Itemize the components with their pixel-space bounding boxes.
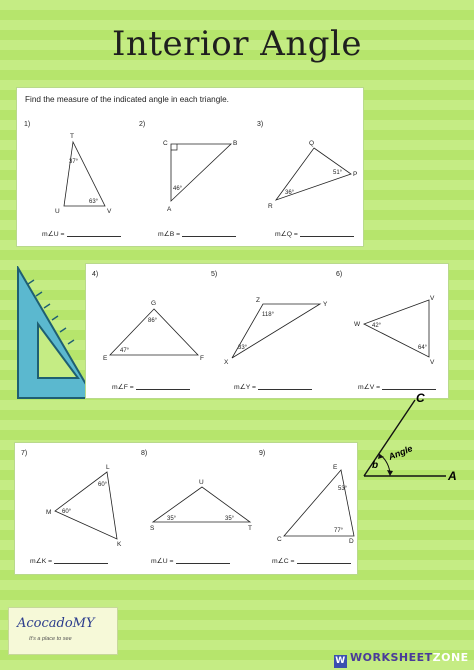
angle-illustration xyxy=(360,388,470,488)
angle-label: 86° xyxy=(148,318,158,324)
triangle-6 xyxy=(86,264,448,398)
vertex-label: V xyxy=(430,295,435,302)
vertex-label: V xyxy=(107,208,112,215)
problem-number: 3) xyxy=(257,121,264,128)
problem-number: 7) xyxy=(21,450,28,457)
vertex-label: A xyxy=(167,206,172,213)
angle-label: 46° xyxy=(173,186,183,192)
angle-label: 60° xyxy=(98,482,108,488)
vertex-label: D xyxy=(349,538,354,545)
triangle-9 xyxy=(15,443,357,574)
angle-label: 35° xyxy=(167,516,177,522)
angle-label: 64° xyxy=(418,345,428,351)
problem-number: 4) xyxy=(92,271,99,278)
vertex-label: K xyxy=(117,541,122,548)
worksheetzone-icon: W xyxy=(335,656,346,666)
vertex-label: S xyxy=(150,525,155,532)
triangle-3 xyxy=(17,88,363,246)
worksheet-panel-2 xyxy=(86,264,448,398)
vertex-label: U xyxy=(199,479,204,486)
instructions: Find the measure of the indicated angle in each triangle. xyxy=(25,95,229,104)
answer-field[interactable]: m∠Y = xyxy=(234,383,312,391)
vertex-label: Q xyxy=(309,140,315,147)
worksheet-panel-3 xyxy=(15,443,357,574)
angle-label: 35° xyxy=(225,516,235,522)
answer-field[interactable]: m∠U = xyxy=(151,557,230,565)
problem-number: 5) xyxy=(211,271,218,278)
vertex-label: V xyxy=(430,359,435,366)
vertex-label: U xyxy=(55,208,60,215)
vertex-label: W xyxy=(354,321,361,328)
angle-label: 47° xyxy=(120,348,130,354)
worksheetzone-brand: W WORKSHEETZONE xyxy=(335,651,469,666)
brand-logo xyxy=(8,607,118,655)
worksheet-panel-1 xyxy=(17,88,363,246)
vertex-label: G xyxy=(151,300,157,307)
angle-label: 60° xyxy=(62,509,72,515)
angle-label: 33° xyxy=(238,345,248,351)
angle-label: 118° xyxy=(262,312,274,318)
vertex-label: T xyxy=(70,133,74,140)
vertex-label: Z xyxy=(256,297,260,304)
vertex-label: E xyxy=(103,355,108,362)
angle-variable: b xyxy=(372,460,379,471)
vertex-label: R xyxy=(268,203,273,210)
problem-number: 9) xyxy=(259,450,266,457)
angle-label: 53° xyxy=(338,486,348,492)
answer-field[interactable]: m∠K = xyxy=(30,557,108,565)
logo-name: AcocadoMY xyxy=(17,616,95,631)
vertex-label: F xyxy=(200,355,204,362)
problem-number: 6) xyxy=(336,271,343,278)
answer-field[interactable]: m∠C = xyxy=(272,557,351,565)
vertex-label: E xyxy=(333,464,338,471)
vertex-label: P xyxy=(353,171,358,178)
page-title: Interior Angle xyxy=(112,24,362,64)
angle-label: 42° xyxy=(372,323,382,329)
problem-number: 1) xyxy=(24,121,31,128)
problem-number: 2) xyxy=(139,121,146,128)
angle-label: 51° xyxy=(333,170,343,176)
vertex-label: Y xyxy=(323,301,328,308)
problem-number: 8) xyxy=(141,450,148,457)
vertex-label: T xyxy=(248,525,252,532)
ray-label-a: A xyxy=(448,469,457,483)
answer-field[interactable]: m∠Q = xyxy=(275,230,354,238)
vertex-label: L xyxy=(106,464,110,471)
vertex-label: C xyxy=(277,536,282,543)
logo-tagline: It's a place to see xyxy=(29,636,72,642)
vertex-label: C xyxy=(163,140,168,147)
angle-label: 63° xyxy=(89,199,99,205)
vertex-label: M xyxy=(46,509,52,516)
answer-field[interactable]: m∠B = xyxy=(158,230,236,238)
angle-word: Angle xyxy=(387,443,414,462)
angle-label: 37° xyxy=(69,159,79,165)
answer-field[interactable]: m∠U = xyxy=(42,230,121,238)
set-square-illustration xyxy=(16,266,99,400)
vertex-label: X xyxy=(224,359,229,366)
angle-label: 77° xyxy=(334,528,344,534)
ray-label-c: C xyxy=(416,391,425,405)
angle-label: 36° xyxy=(285,190,295,196)
answer-field[interactable]: m∠V = xyxy=(358,383,436,391)
vertex-label: B xyxy=(233,140,238,147)
answer-field[interactable]: m∠F = xyxy=(112,383,190,391)
